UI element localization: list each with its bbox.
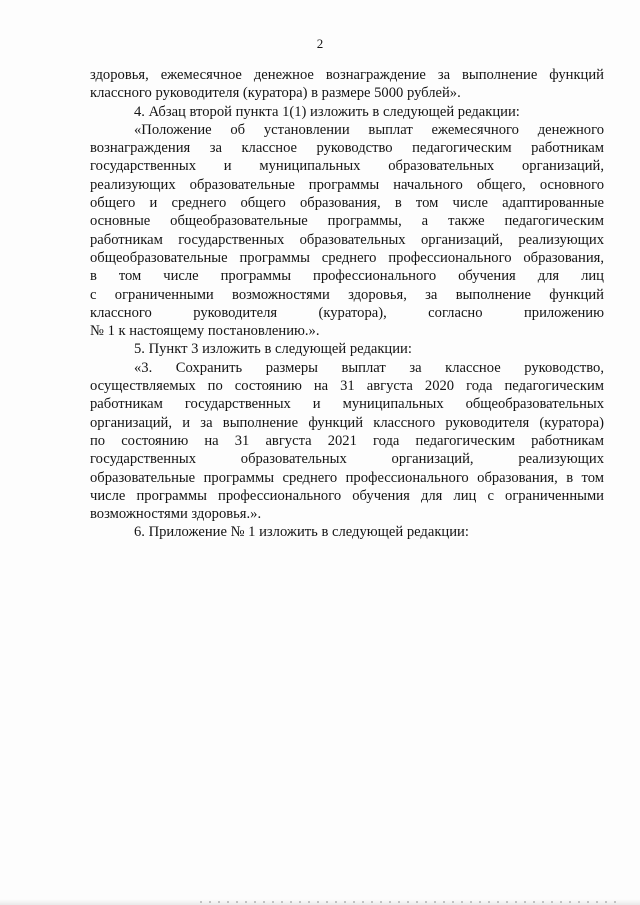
text-line: с ограниченными возможностями здоровья, за выполнение функций bbox=[90, 286, 604, 303]
text-line: 4. Абзац второй пункта 1(1) изложить в следующей редакции: bbox=[134, 103, 520, 120]
text-line: общего и среднего общего образования, в том числе адаптированные bbox=[90, 195, 604, 212]
text-line: здоровья, ежемесячное денежное вознаграждение за выполнение функций bbox=[90, 67, 604, 83]
text-line: работникам государственных образовательных организаций, реализующих bbox=[90, 231, 604, 248]
text-line: возможностями здоровья.». bbox=[90, 506, 262, 523]
text-line: вознаграждения за классное руководство педагогическим работникам bbox=[90, 140, 604, 157]
text-line: государственных и муниципальных образовательных организаций, bbox=[90, 158, 604, 175]
text-line: основные общеобразовательные программы, а также педагогическим bbox=[90, 213, 604, 230]
text-line: 5. Пункт 3 изложить в следующей редакции: bbox=[134, 341, 412, 358]
text-line: классного руководителя (куратора), согласно приложению bbox=[90, 304, 604, 321]
text-line: классного руководителя (куратора) в размере 5000 рублей». bbox=[90, 85, 461, 102]
text-line: по состоянию на 31 августа 2021 года педагогическим работникам bbox=[90, 432, 604, 449]
text-line: образовательные программы среднего профессионального образования, в том bbox=[90, 469, 604, 486]
text-line: 6. Приложение № 1 изложить в следующей редакции: bbox=[134, 524, 469, 541]
text-line: «Положение об установлении выплат ежемесячного денежного bbox=[134, 121, 604, 138]
scan-artifact-dots bbox=[200, 901, 620, 903]
text-line: «3. Сохранить размеры выплат за классное руководство, bbox=[134, 359, 604, 376]
text-line: в том числе программы профессионального обучения для лиц bbox=[90, 268, 604, 285]
page-number: 2 bbox=[316, 36, 324, 51]
text-line: общеобразовательные программы среднего профессионального образования, bbox=[90, 249, 604, 266]
text-line: числе программы профессионального обучения для лиц с ограниченными bbox=[90, 487, 604, 504]
text-line: государственных образовательных организаций, реализующих bbox=[90, 451, 604, 468]
text-line: организаций, и за выполнение функций классного руководителя (куратора) bbox=[90, 414, 604, 431]
text-line: реализующих образовательные программы начального общего, основного bbox=[90, 176, 604, 193]
text-line: № 1 к настоящему постановлению.». bbox=[90, 323, 320, 340]
text-line: осуществляемых по состоянию на 31 августа 2020 года педагогическим bbox=[90, 378, 604, 395]
text-line: работникам государственных и муниципальных общеобразовательных bbox=[90, 396, 604, 413]
document-body bbox=[90, 66, 604, 542]
